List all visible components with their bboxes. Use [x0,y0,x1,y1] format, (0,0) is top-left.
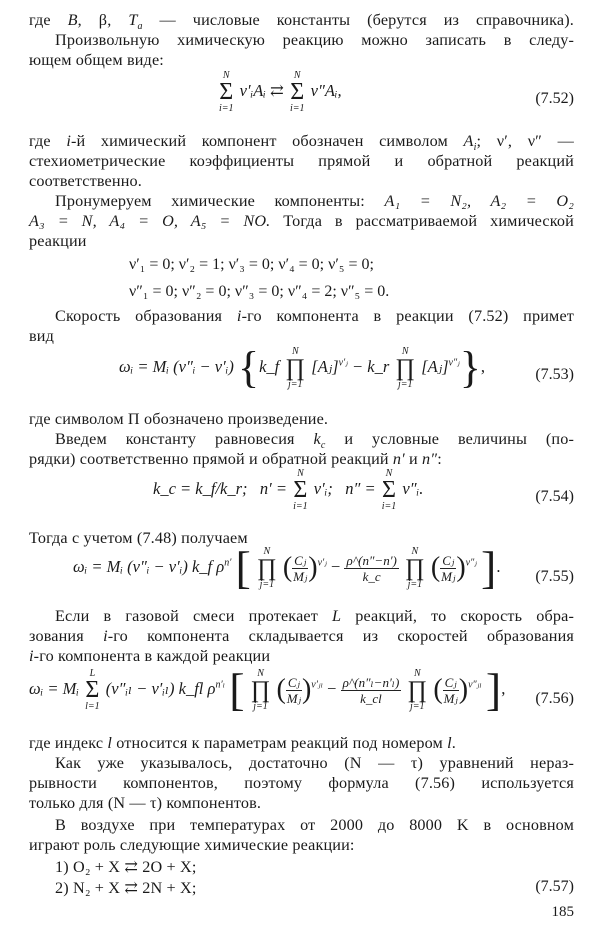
product-symbol: N ∏ j=1 [405,546,425,590]
text-line: рывности компонентов, поэтому формула (7.56) используется [29,774,574,792]
text-line: только для (N — τ) компонентов. [29,794,262,812]
equation-number: (7.54) [535,488,574,505]
paragraph-formation-rate: Скорость образования i-го компонента в реакции (7.52) примет [55,307,575,325]
text-line: играют роль следующие химические реакции: [29,836,355,854]
text-line: стехиометрические коэффициенты прямой и обратной реакций [29,152,574,170]
coefficients-reverse: ν″₁ = 0; ν″₂ = 0; ν″₃ = 0; ν″₄ = 2; ν″₅ = 0. [129,283,390,300]
product-symbol: N ∏ j=1 [395,346,416,390]
equation-7-56: ωᵢ = Mᵢ L Σ l=1 (ν″ᵢₗ − ν′ᵢₗ) k_fl $\rho^{n'_l}$ [ N ∏ j=1 ( $\frac{\text{Cⱼ}}{\text{Mⱼ}}$ )$^{\nu'ⱼ_l}$ − $\frac{\text{ρ\textasciicircum{}(n″ₗ−n′ₗ)}}{k\_cl}$ N ∏ j=1 ( $\frac{\text{Cⱼ}}{\text{Mⱼ}}$ )$^{\nu''ⱼ_l}$ ], (7.56) [29,664,574,715]
text-line: где индекс l относится к параметрам реакций под номером l. [29,734,456,752]
text-line: ющем общем виде: [29,51,164,69]
paragraph-general-reaction: Произвольную химическую реакцию можно записать в следу- [55,31,574,49]
page-number: 185 [551,904,574,920]
equation-7-55: ωᵢ = Mᵢ (ν″ᵢ − ν′ᵢ) k_f $\rho^{n'}$ [ N ∏ j=1 ( $\frac{\text{Cⱼ}}{\text{Mⱼ}}$ )$^{\nu'ⱼ}$ − $\frac{\rho\^{}(n''-n')}{k\_c}$ N ∏ j=1 ( $\frac{\text{Cⱼ}}{\text{Mⱼ}}$ )$^{\nu''ⱼ}$ ]. (7.55) [73,542,574,593]
text-line: реакции [29,232,87,250]
equation-number: (7.55) [535,568,574,585]
paragraph-multiple-reactions: Если в газовой смеси протекает L реакций, то скорость обра- [55,607,575,625]
sum-symbol: N Σ i=1 [219,70,234,114]
equation-number: (7.53) [535,366,574,383]
equation-7-53: ωᵢ = Mᵢ (ν″ᵢ − ν′ᵢ) {k_f N ∏ j=1 [Aⱼ]$^{\nu'ⱼ}$ − k_r N ∏ j=1 [Aⱼ]$^{\nu''ⱼ}$}, (7.53) [119,343,574,392]
sum-symbol: N Σ i=1 [381,468,397,512]
paragraph-numbering: Пронумеруем химические компоненты: A₁ = N₂, A₂ = O₂ [55,192,574,210]
reaction-2: 2) N₂ + X ⇄ 2N + X; [55,879,197,897]
text-line: где символом Π обозначено произведение. [29,410,329,428]
equation-number: (7.57) [535,878,574,895]
sum-symbol: L Σ l=1 [85,668,100,712]
equation-7-54: k_c = k_f/k_r; n′ = N Σ i=1 ν′ᵢ; n″ = N Σ i=1 ν″ᵢ. (7.54) [153,468,574,512]
paragraph-continuity: Как уже указывалось, достаточно (N — τ) уравнений нераз- [55,754,574,772]
text-line: где i-й химический компонент обозначен символом $A_i$; ν′, ν″ — [29,132,574,154]
coefficients-forward: ν′₁ = 0; ν′₂ = 1; ν′₃ = 0; ν′₄ = 0; ν′₅ = 0; [129,256,374,273]
reversible-arrow-icon: ⇄ [270,80,284,100]
sum-symbol: N Σ i=1 [293,468,308,512]
text-line: рядки) соответственно прямой и обратной реакций n′ и n″: [29,450,442,468]
text-line: i-го компонента в каждой реакции [29,647,271,665]
sum-symbol: N Σ i=1 [289,70,305,114]
equation-7-52: N Σ i=1 ν′ᵢAᵢ ⇄ N Σ i=1 ν″Aᵢ, (7.52) [219,70,574,114]
product-symbol: N ∏ j=1 [407,668,428,712]
equation-number: (7.56) [535,690,574,707]
product-symbol: N ∏ j=1 [250,668,271,712]
paragraph-equilibrium: Введем константу равновесия $k_c$ и условные величины (по- [55,430,574,452]
reaction-1: 1) O₂ + X ⇄ 2O + X; [55,858,197,876]
text-line: вид [29,327,54,345]
text-line: соответственно. [29,172,142,190]
text-line: зования i-го компонента складывается из скоростей образования [29,627,574,645]
paragraph-air-reactions: В воздухе при температурах от 2000 до 8000 K в основном [55,816,574,834]
product-symbol: N ∏ j=1 [256,546,277,590]
equation-number: (7.52) [535,90,574,107]
text-line-constants: где B, β, $T_a$ — числовые константы (берутся из справочника). [29,11,574,33]
product-symbol: N ∏ j=1 [285,346,306,390]
text-line: A₃ = N, A₄ = O, A₅ = NO. Тогда в рассматриваемой химической [29,212,574,230]
text-line: Тогда с учетом (7.48) получаем [29,529,248,547]
